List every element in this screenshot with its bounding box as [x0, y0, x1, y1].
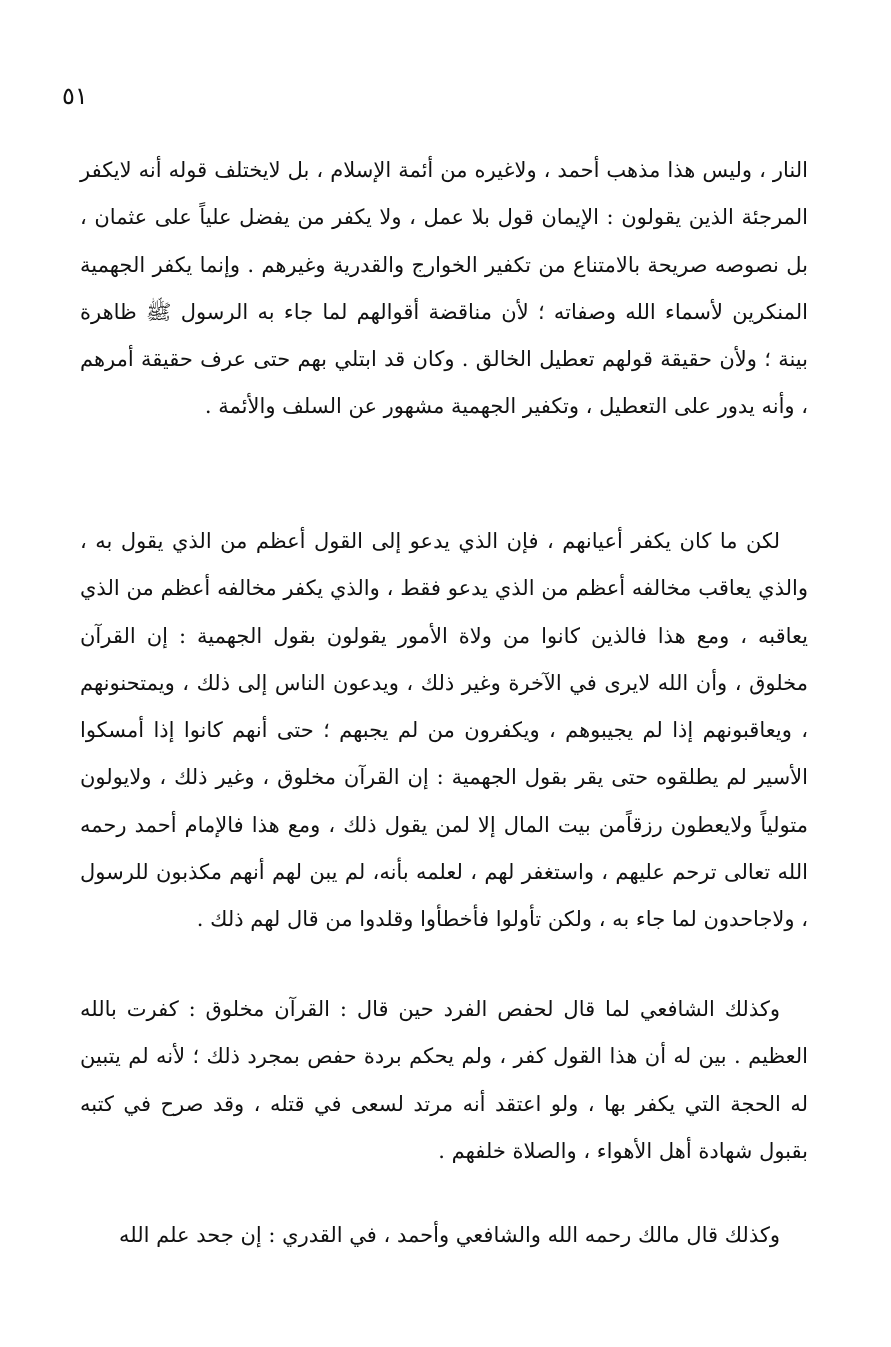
paragraph-4 — [80, 1212, 808, 1259]
paragraph-1 — [80, 147, 808, 431]
paragraph-2 — [80, 518, 808, 944]
paragraph-3 — [80, 986, 808, 1175]
paragraph-text: النار ، وليس هذا مذهب أحمد ، ولاغيره من أئمة الإسلام ، بل لايختلف قوله أنه لايكفر المرجئة الذين يقولون : الإيمان قول بلا عمل ، ولا يكفر من يفضل علياً على عثمان ، بل نصوصه صريحة بالامتناع من تكفير الخوارج والقدرية وغيرهم . وإنما يكفر الجهمية المنكرين لأسماء الله وصفاته ؛ لأن مناقضة أقوالهم لما جاء به الرسول ﷺ ظاهرة بينة ؛ ولأن حقيقة قولهم تعطيل الخالق . وكان قد ابتلي بهم حتى عرف حقيقة أمرهم ، وأنه يدور على التعطيل ، وتكفير الجهمية مشهور عن السلف والأئمة . — [80, 158, 808, 419]
paragraph-text: لكن ما كان يكفر أعيانهم ، فإن الذي يدعو إلى القول أعظم من الذي يقول به ، والذي يعاقب مخالفه أعظم من الذي يدعو فقط ، والذي يكفر مخالفه أعظم من الذي يعاقبه ، ومع هذا فالذين كانوا من ولاة الأمور يقولون بقول الجهمية : إن القرآن مخلوق ، وأن الله لايرى في الآخرة وغير ذلك ، ويدعون الناس إلى ذلك ، ويمتحنونهم ، ويعاقبونهم إذا لم يجيبوهم ، ويكفرون من لم يجبهم ؛ حتى أنهم كانوا إذا أمسكوا الأسير لم يطلقوه حتى يقر بقول الجهمية : إن القرآن مخلوق ، وغير ذلك ، ولايولون متولياً ولايعطون رزقاًمن بيت المال إلا لمن يقول ذلك ، ومع هذا فالإمام أحمد رحمه الله تعالى ترحم عليهم ، واستغفر لهم ، لعلمه بأنه، لم يبن لهم أنهم مكذبون للرسول ، ولاجاحدون لما جاء به ، ولكن تأولوا فأخطأوا وقلدوا من قال لهم ذلك . — [80, 529, 808, 932]
paragraph-text: وكذلك قال مالك رحمه الله والشافعي وأحمد ، في القدري : إن جحد علم الله — [119, 1223, 780, 1247]
paragraph-text: وكذلك الشافعي لما قال لحفص الفرد حين قال : القرآن مخلوق : كفرت بالله العظيم . بين له أن هذا القول كفر ، ولم يحكم بردة حفص بمجرد ذلك ؛ لأنه لم يتبين له الحجة التي يكفر بها ، ولو اعتقد أنه مرتد لسعى في قتله ، وقد صرح في كتبه بقبول شهادة أهل الأهواء ، والصلاة خلفهم . — [80, 997, 808, 1163]
page-number: ٥١ — [62, 82, 88, 110]
